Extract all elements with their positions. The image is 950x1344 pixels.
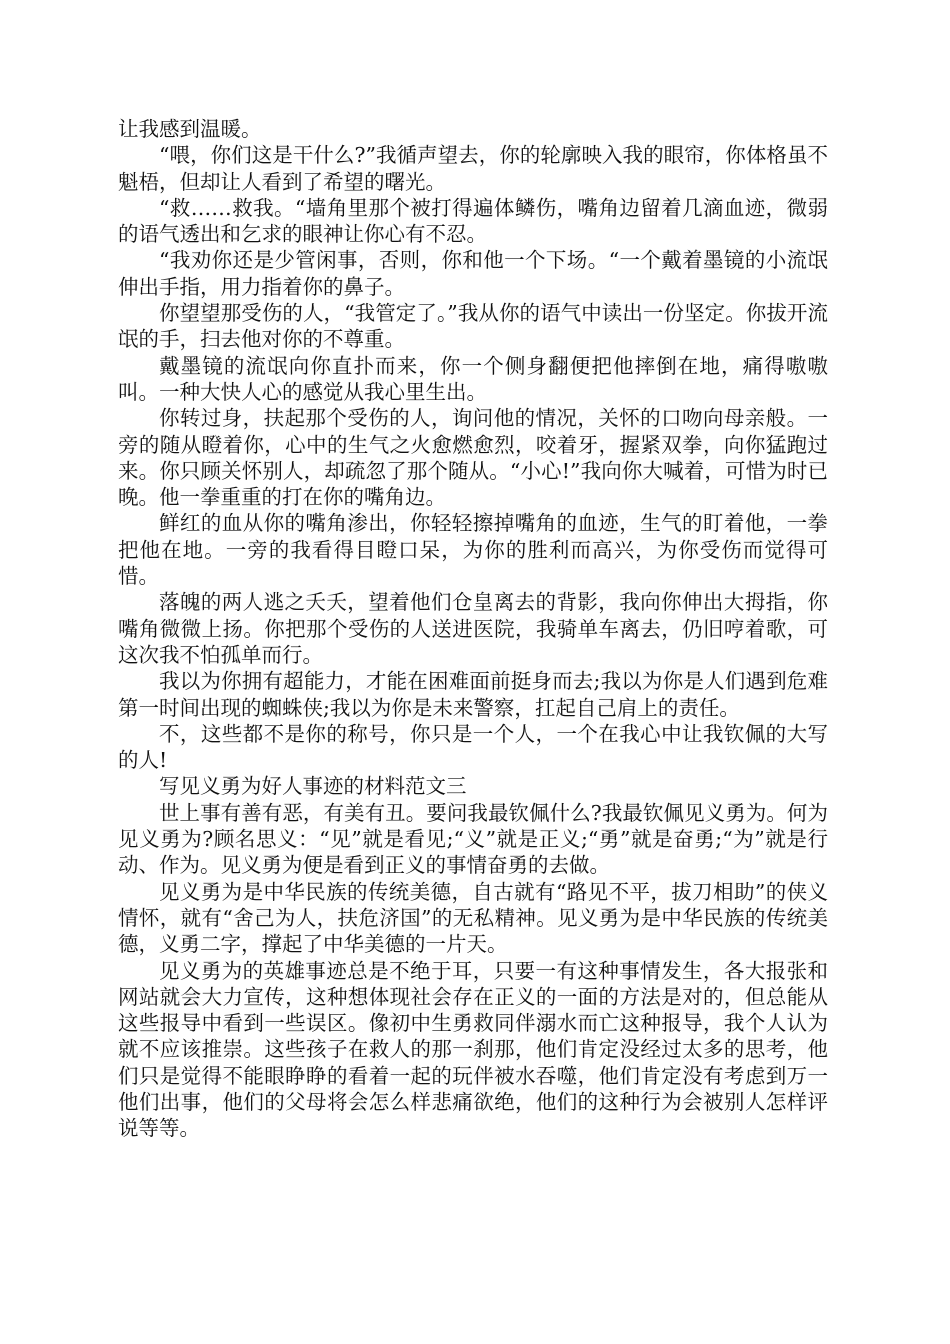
paragraph-1: 让我感到温暖。 — [118, 117, 262, 141]
paragraph-6: 戴墨镜的流氓向你直扑而来，你一个侧身翻便把他摔倒在地，痛得嗷嗷叫。一种大快人心的感觉从我心里生出。 — [118, 353, 828, 404]
document-page — [118, 116, 828, 1142]
paragraph-2: “喂，你们这是干什么?”我循声望去，你的轮廓映入我的眼帘，你体格虽不魁梧，但却让人看到了希望的曙光。 — [118, 143, 828, 194]
paragraph-3: “救……救我。“墙角里那个被打得遍体鳞伤，嘴角边留着几滴血迹，微弱的语气透出和乞求的眼神让你心有不忍。 — [118, 195, 828, 247]
paragraph-10: 我以为你拥有超能力，才能在困难面前挺身而去;我以为你是人们遇到危难第一时间出现的蜘蛛侠;我以为你是未来警察，扛起自己肩上的责任。 — [118, 669, 828, 720]
paragraph-7: 你转过身，扶起那个受伤的人，询问他的情况，关怀的口吻向母亲般。一旁的随从瞪着你，心中的生气之火愈燃愈烈，咬着牙，握紧双拳，向你猛跑过来。你只顾关怀别人，却疏忽了那个随从。“小心!”我向你大喊着，可惜为时已晚。他一拳重重的打在你的嘴角边。 — [118, 406, 828, 510]
paragraph-8: 鲜红的血从你的嘴角渗出，你轻轻擦掉嘴角的血迹，生气的盯着他，一拳把他在地。一旁的我看得目瞪口呆，为你的胜利而高兴，为你受伤而觉得可惜。 — [118, 511, 828, 589]
paragraph-9: 落魄的两人逃之夭夭，望着他们仓皇离去的背影，我向你伸出大拇指，你嘴角微微上扬。你把那个受伤的人送进医院，我骑单车离去，仍旧哼着歌，可这次我不怕孤单而行。 — [118, 590, 828, 667]
paragraph-4: “我劝你还是少管闲事，否则，你和他一个下场。“一个戴着墨镜的小流氓伸出手指，用力指着你的鼻子。 — [118, 248, 828, 299]
paragraph-14: 见义勇为是中华民族的传统美德，自古就有“路见不平，拔刀相助”的侠义情怀，就有“舍己为人，扶危济国”的无私精神。见义勇为是中华民族的传统美德，义勇二字，撑起了中华美德的一片天。 — [118, 879, 828, 957]
paragraph-15: 见义勇为的英雄事迹总是不绝于耳，只要一有这种事情发生，各大报张和网站就会大力宣传，这种想体现社会存在正义的一面的方法是对的，但总能从这些报导中看到一些误区。像初中生勇救同伴溺水而亡这种报导，我个人认为就不应该推崇。这些孩子在救人的那一刹那，他们肯定没经过太多的思考，他们只是觉得不能眼睁睁的看着一起的玩伴被水吞噬，他们肯定没有考虑到万一他们出事，他们的父母将会怎么样悲痛欲绝，他们的这种行为会被别人怎样评说等等。 — [118, 958, 828, 1141]
paragraph-13: 世上事有善有恶，有美有丑。要问我最钦佩什么?我最钦佩见义勇为。何为见义勇为?顾名思义：“见”就是看见;“义”就是正义;“勇”就是奋勇;“为”就是行动、作为。见义勇为便是看到正义的事情奋勇的去做。 — [118, 800, 828, 878]
section-heading: 写见义勇为好人事迹的材料范文三 — [159, 774, 467, 799]
paragraph-11: 不，这些都不是你的称号，你只是一个人，一个在我心中让我钦佩的大写的人! — [118, 721, 828, 773]
paragraph-5: 你望望那受伤的人，“我管定了。”我从你的语气中读出一份坚定。你拔开流氓的手，扫去他对你的不尊重。 — [118, 301, 828, 352]
